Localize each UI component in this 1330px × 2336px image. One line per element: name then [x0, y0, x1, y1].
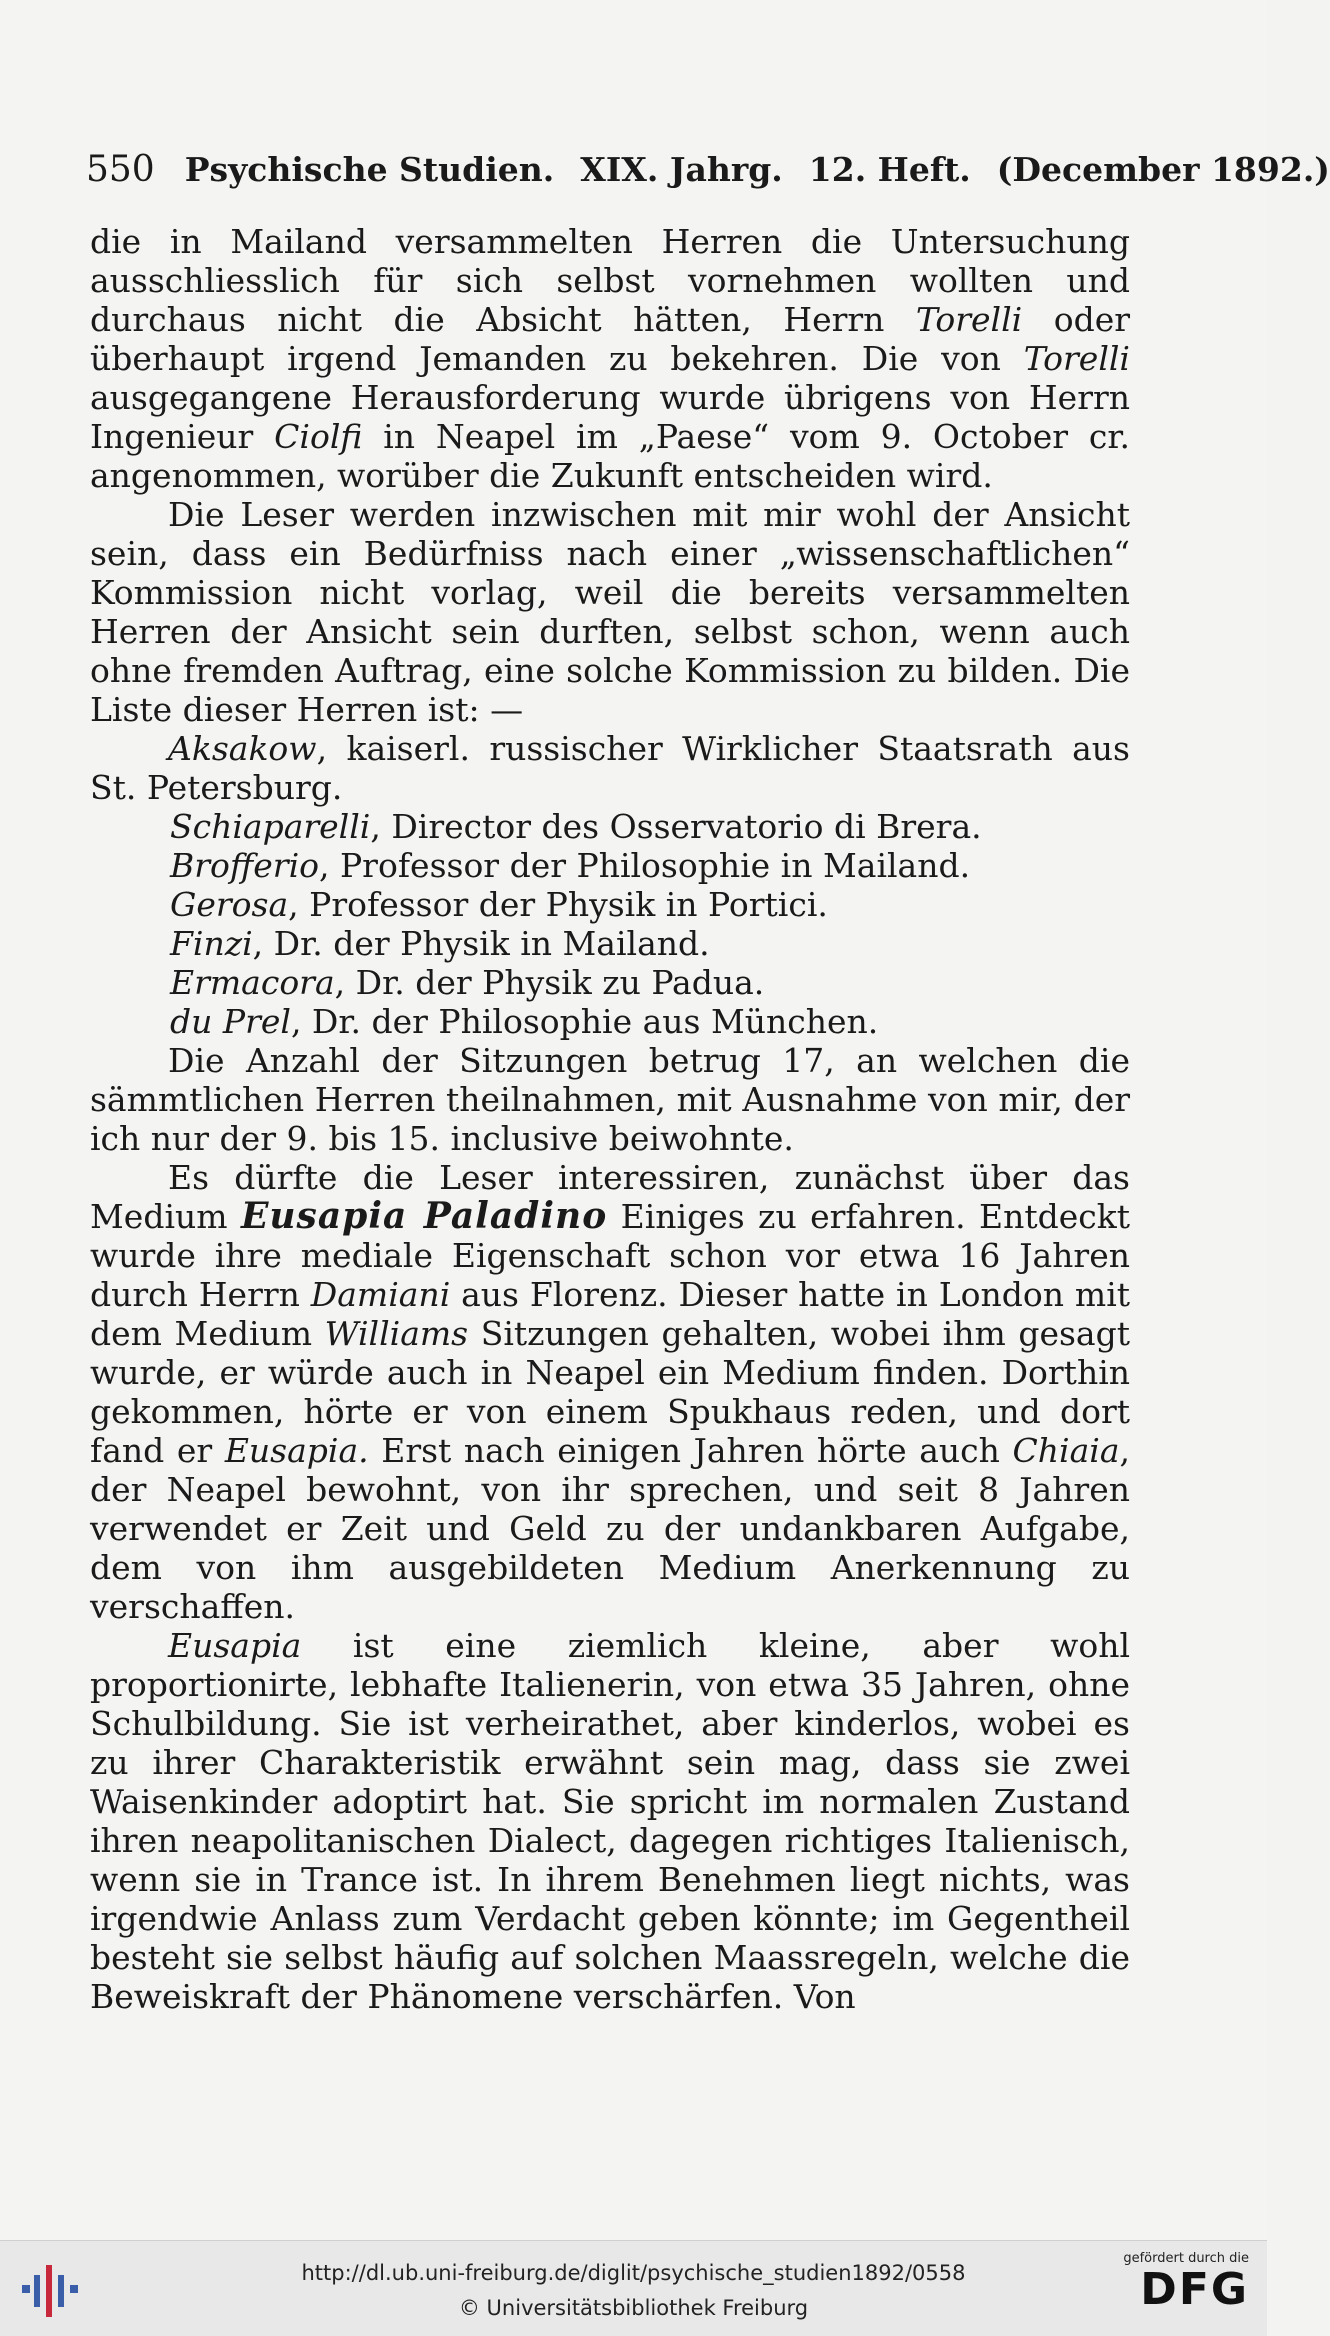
dfg-wordmark: DFG [1140, 2264, 1249, 2315]
member-description: , Professor der Philosophie in Mailand. [319, 846, 971, 885]
italic-name: Eusapia. [224, 1431, 369, 1470]
italic-name: Torelli [915, 300, 1023, 339]
page-number: 550 [86, 149, 155, 190]
journal-title: Psychische Studien. [184, 150, 555, 189]
member-name: du Prel [170, 1002, 291, 1041]
italic-name: Ciolfi [274, 417, 363, 456]
commission-member-list [90, 729, 1130, 1041]
text-run: Es dürfte die Leser interessiren, zunächst über das Medium [90, 1158, 1130, 1236]
italic-name: Damiani [310, 1275, 451, 1314]
member-description: , kaiserl. russischer Wirklicher Staatsrath aus St. Petersburg. [90, 729, 1130, 807]
footer-bar [0, 2240, 1267, 2336]
paragraph-5 [90, 1626, 1130, 2016]
member-name: Brofferio [170, 846, 319, 885]
text-run: in Neapel im „Paese“ vom 9. October cr. angenommen, worüber die Zukunft entscheiden wird. [90, 417, 1130, 495]
list-item [90, 963, 1130, 1002]
text-run: Einiges zu erfahren. Entdeckt wurde ihre mediale Eigenschaft schon vor etwa 16 Jahren durch Herrn [90, 1197, 1130, 1314]
list-item [90, 924, 1130, 963]
paragraph-3: Die Anzahl der Sitzungen betrug 17, an welchen die sämmtlichen Herren theilnahmen, mit Ausnahme von mir, der ich nur der 9. bis 15. inclusive beiwohnte. [90, 1041, 1130, 1158]
running-header [86, 146, 1330, 194]
italic-name: Eusapia [168, 1626, 302, 1665]
member-description: , Director des Osservatorio di Brera. [370, 807, 982, 846]
member-description: , Professor der Physik in Portici. [288, 885, 828, 924]
dfg-logo [1109, 2251, 1249, 2314]
italic-name: Torelli [1023, 339, 1130, 378]
member-description: , Dr. der Physik in Mailand. [252, 924, 710, 963]
list-item [90, 885, 1130, 924]
text-run: ist eine ziemlich kleine, aber wohl proportionirte, lebhafte Italienerin, von etwa 35 Jahren, ohne Schulbildung. Sie ist verheirathet, aber kinderlos, wobei es zu ihrer Charakteristik erwähnt sein mag, dass sie zwei Waisenkinder adoptirt hat. Sie spricht im normalen Zustand ihren neapolitanischen Dialect, dagegen richtiges Italienisch, wenn sie in Trance ist. In ihrem Benehmen liegt nichts, was irgendwie Anlass zum Verdacht geben könnte; im Gegentheil besteht sie selbst häufig auf solchen Maassregeln, welche die Beweiskraft der Phänomene verschärfen. Von [90, 1626, 1130, 2016]
issue-date: (December 1892.) [996, 150, 1330, 189]
body-text [90, 222, 1130, 2016]
paragraph-4 [90, 1158, 1130, 1626]
member-name: Ermacora [170, 963, 335, 1002]
text-run: oder überhaupt irgend Jemanden zu bekehren. Die von [90, 300, 1130, 378]
member-name: Aksakow [168, 729, 317, 768]
member-description: , Dr. der Physik zu Padua. [334, 963, 765, 1002]
italic-name: Williams [324, 1314, 469, 1353]
source-url-link[interactable]: http://dl.ub.uni-freiburg.de/diglit/psychische_studien1892/0558 [301, 2261, 966, 2285]
dfg-tagline: gefördert durch die [1123, 2251, 1249, 2266]
list-item [90, 729, 1130, 807]
text-run: Sitzungen gehalten, wobei ihm gesagt wurde, er würde auch in Neapel ein Medium finden. Dorthin gekommen, hörte er von einem Spukhaus reden, und dort fand er [90, 1314, 1130, 1470]
member-name: Schiaparelli [170, 807, 371, 846]
copyright-notice: © Universitätsbibliothek Freiburg [458, 2296, 809, 2320]
member-name: Finzi [170, 924, 253, 963]
text-run: aus Florenz. Dieser hatte in London mit dem Medium [90, 1275, 1131, 1353]
italic-name: Chiaia [1012, 1431, 1120, 1470]
text-run: die in Mailand versammelten Herren die Untersuchung ausschliesslich für sich selbst vornehmen wollten und durchaus nicht die Absicht hätten, Herrn [90, 222, 1130, 339]
list-item [90, 846, 1130, 885]
emphasized-name: Eusapia Paladino [240, 1195, 608, 1237]
list-item [90, 807, 1130, 846]
paragraph-1 [90, 222, 1130, 495]
paragraph-2: Die Leser werden inzwischen mit mir wohl der Ansicht sein, dass ein Bedürfniss nach einer „wissenschaftlichen“ Kommission nicht vorlag, weil die bereits versammelten Herren der Ansicht sein durften, selbst schon, wenn auch ohne fremden Auftrag, eine solche Kommission zu bilden. Die Liste dieser Herren ist: — [90, 495, 1130, 729]
volume: XIX. Jahrg. [580, 150, 783, 189]
member-description: , Dr. der Philosophie aus München. [290, 1002, 879, 1041]
issue: 12. Heft. [808, 150, 971, 189]
text-run: Erst nach einigen Jahren hörte auch [368, 1431, 1013, 1470]
text-run: , der Neapel bewohnt, von ihr sprechen, und seit 8 Jahren verwendet er Zeit und Geld zu der undankbaren Aufgabe, dem von ihm ausgebildeten Medium Anerkennung zu verschaffen. [90, 1431, 1130, 1626]
member-name: Gerosa [170, 885, 289, 924]
list-item [90, 1002, 1130, 1041]
text-run: ausgegangene Herausforderung wurde übrigens von Herrn Ingenieur [90, 378, 1130, 456]
